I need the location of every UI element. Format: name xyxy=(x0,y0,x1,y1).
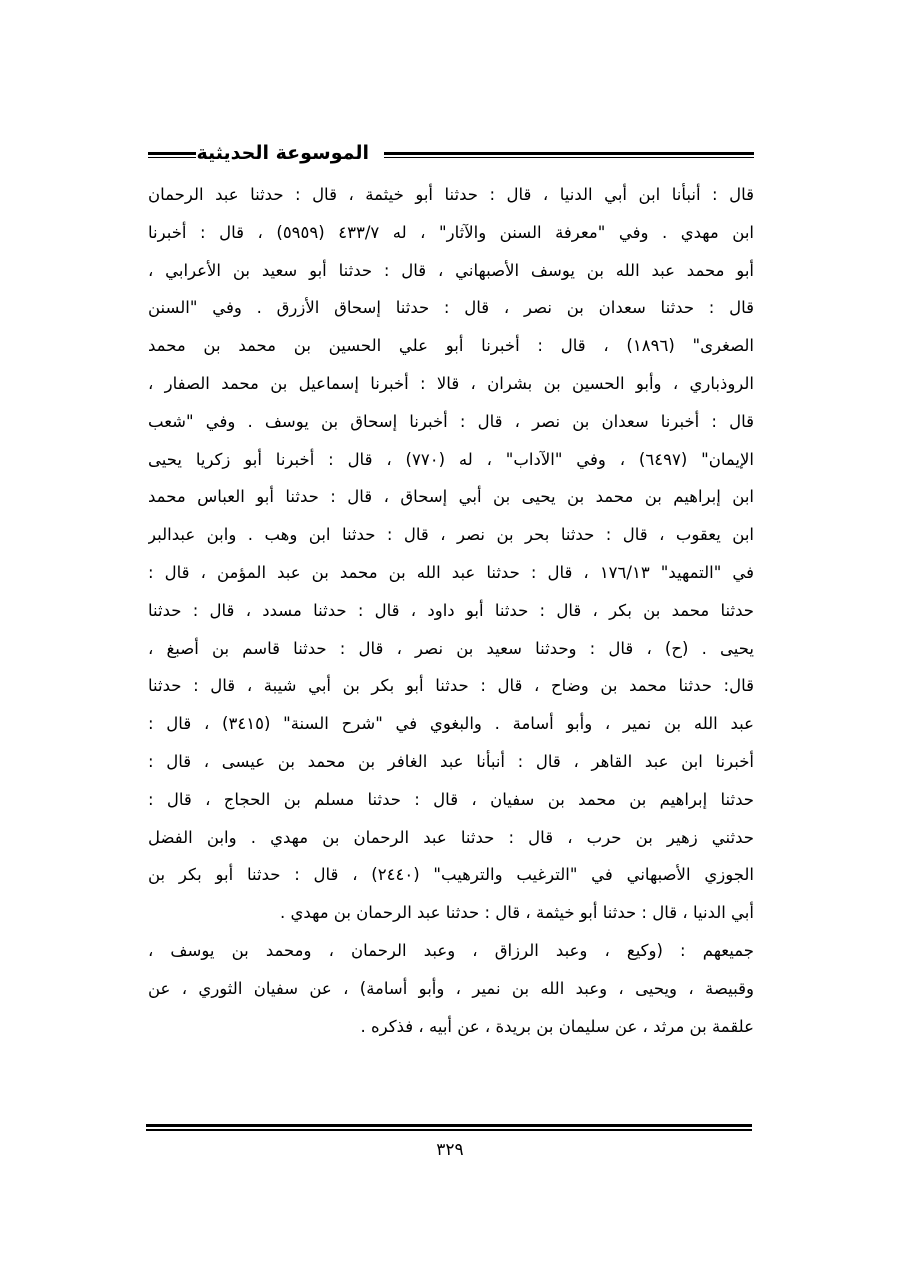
text-line: ابن إبراهيم بن محمد بن يحيى بن أبي إسحاق ، قال : حدثنا أبو العباس محمد xyxy=(148,487,754,507)
text-line: الإيمان" (٦٤٩٧) ، وفي "الآداب" ، له (٧٧٠) ، قال : أخبرنا أبو زكريا يحيى xyxy=(148,449,754,469)
text-line: أبو محمد عبد الله بن يوسف الأصبهاني ، قال : حدثنا أبو سعيد بن الأعرابي ، xyxy=(148,260,754,280)
header-title: الموسوعة الحديثية xyxy=(196,142,369,164)
text-line: قال : حدثنا سعدان بن نصر ، قال : حدثنا إسحاق الأزرق . وفي "السنن xyxy=(148,298,754,318)
text-line: يحيى . (ح) ، قال : وحدثنا سعيد بن نصر ، قال : حدثنا قاسم بن أصبغ ، xyxy=(148,638,754,658)
text-line: الروذباري ، وأبو الحسين بن بشران ، قالا : أخبرنا إسماعيل بن محمد الصفار ، xyxy=(148,373,754,393)
text-line: قال: حدثنا محمد بن وضاح ، قال : حدثنا أبو بكر بن أبي شيبة ، قال : حدثنا xyxy=(148,676,754,696)
text-line: الجوزي الأصبهاني في "الترغيب والترهيب" (٢٤٤٠) ، قال : حدثنا أبو بكر بن xyxy=(148,865,754,885)
main-text xyxy=(148,176,754,1045)
header-rule-left xyxy=(148,152,196,158)
text-line: في "التمهيد" ١٧٦/١٣ ، قال : حدثنا عبد الله بن محمد بن عبد المؤمن ، قال : xyxy=(148,562,754,582)
text-line: حدثنا إبراهيم بن محمد بن سفيان ، قال : حدثنا مسلم بن الحجاج ، قال : xyxy=(148,789,754,809)
page-number: ٣٢٩ xyxy=(436,1140,464,1160)
text-line: أبي الدنيا ، قال : حدثنا أبو خيثمة ، قال : حدثنا عبد الرحمان بن مهدي . xyxy=(280,903,754,923)
text-line: قال : أنبأنا ابن أبي الدنيا ، قال : حدثنا أبو خيثمة ، قال : حدثنا عبد الرحمان xyxy=(148,185,754,204)
text-line: وقبيصة ، ويحيى ، وعبد الله بن نمير ، وأبو أسامة) ، عن سفيان الثوري ، عن xyxy=(148,978,754,998)
footer-rule xyxy=(146,1124,752,1131)
text-line: عبد الله بن نمير ، وأبو أسامة . والبغوي في "شرح السنة" (٣٤١٥) ، قال : xyxy=(148,714,754,734)
text-line: ابن مهدي . وفي "معرفة السنن والآثار" ، له ٤٣٣/٧ (٥٩٥٩) ، قال : أخبرنا xyxy=(148,222,754,242)
header-rule-right xyxy=(384,152,754,158)
text-line: جميعهم : (وكيع ، وعبد الرزاق ، وعبد الرحمان ، ومحمد بن يوسف ، xyxy=(148,940,754,960)
text-line: حدثني زهير بن حرب ، قال : حدثنا عبد الرحمان بن مهدي . وابن الفضل xyxy=(148,827,754,847)
text-line: حدثنا محمد بن بكر ، قال : حدثنا أبو داود ، قال : حدثنا مسدد ، قال : حدثنا xyxy=(148,600,754,620)
text-line: علقمة بن مرثد ، عن سليمان بن بريدة ، عن أبيه ، فذكره . xyxy=(360,1016,754,1036)
text-line: قال : أخبرنا سعدان بن نصر ، قال : أخبرنا إسحاق بن يوسف . وفي "شعب xyxy=(148,411,754,431)
text-line: الصغرى" (١٨٩٦) ، قال : أخبرنا أبو علي الحسين بن محمد بن محمد xyxy=(148,336,754,356)
running-header xyxy=(148,140,754,172)
text-line: أخبرنا ابن عبد القاهر ، قال : أنبأنا عبد الغافر بن محمد بن عيسى ، قال : xyxy=(148,751,754,771)
text-line: ابن يعقوب ، قال : حدثنا بحر بن نصر ، قال : حدثنا ابن وهب . وابن عبدالبر xyxy=(148,525,754,545)
